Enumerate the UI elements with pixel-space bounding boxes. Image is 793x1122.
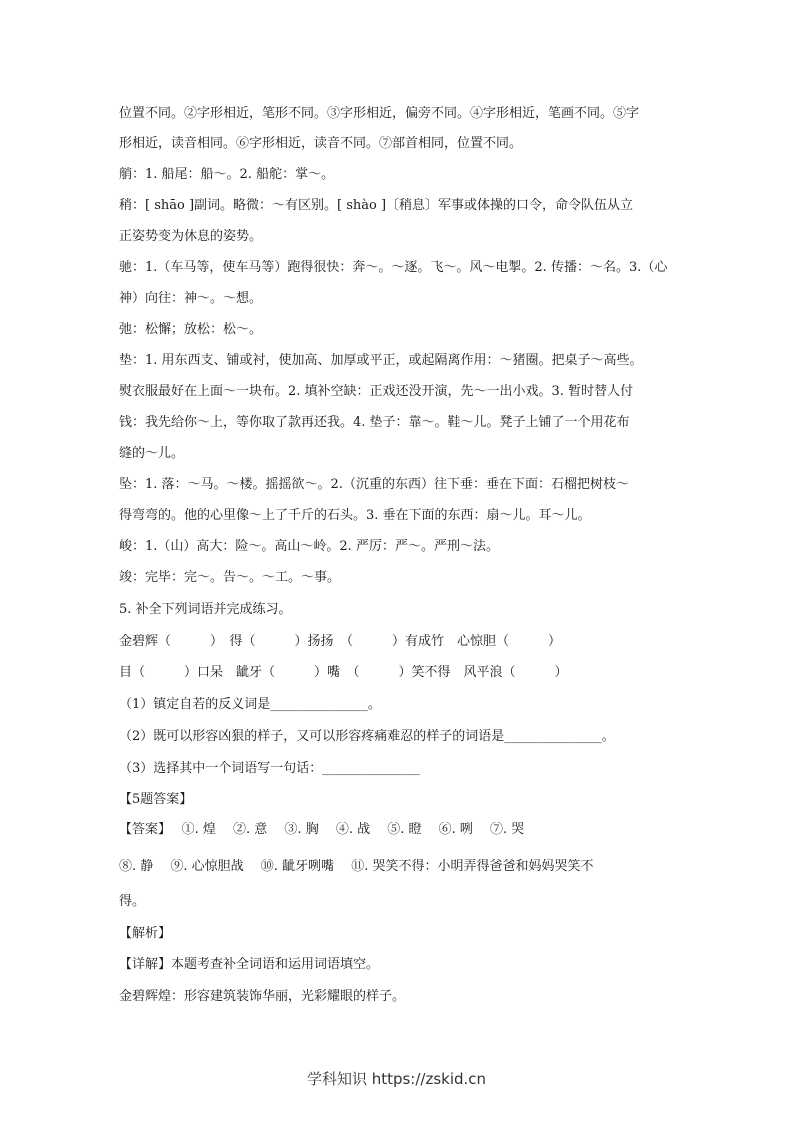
- question-items: 目（ ）口呆 龇牙（ ）嘴 （ ）笑不得 风平浪（ ）: [119, 665, 568, 680]
- sub-question: （1）镇定自若的反义词是_______________。: [119, 697, 381, 712]
- text-line: 熨衣服最好在上面～一块布。2. 填补空缺：正戏还没开演，先～一出小戏。3. 暂时替人付: [119, 384, 634, 399]
- question-items: 金碧辉（ ） 得（ ）扬扬 （ ）有成竹 心惊胆（ ）: [119, 634, 562, 649]
- text-line: 正姿势变为休息的姿势。: [119, 229, 263, 244]
- question-heading: 5. 补全下列词语并完成练习。: [119, 602, 292, 617]
- text-line: 艄：1. 船尾：船～。2. 船舵：掌～。: [119, 167, 335, 182]
- answer-line: ⑧. 静 ⑨. 心惊胆战 ⑩. 龇牙咧嘴 ⑪. 哭笑不得：小明弄得爸爸和妈妈哭笑不: [119, 859, 594, 874]
- text-line: 缝的～儿。: [119, 446, 185, 461]
- text-line: 钱：我先给你～上，等你取了款再还我。4. 垫子：靠～。鞋～儿。凳子上铺了一个用花布: [119, 415, 630, 430]
- text-line: 神）向往：神～。～想。: [119, 291, 263, 306]
- answer-line: 【答案】 ①. 煌 ②. 意 ③. 胸 ④. 战 ⑤. 瞪 ⑥. 咧 ⑦. 哭: [119, 822, 525, 837]
- text-line: 弛：松懈；放松：松～。: [119, 322, 263, 337]
- text-line: 稍：[ shāo ]副词。略微：～有区别。[ shào ]〔稍息〕军事或体操的口令，命令队伍从立: [119, 198, 634, 213]
- answer-heading: 【5题答案】: [119, 792, 193, 807]
- footer-watermark: 学科知识 https://zskid.cn: [306, 1070, 487, 1088]
- sub-question: （2）既可以形容凶狠的样子，又可以形容疼痛难忍的样子的词语是_______________。: [119, 729, 615, 744]
- text-line: 竣：完毕：完～。告～。～工。～事。: [119, 570, 341, 585]
- text-line: 位置不同。②字形相近，笔形不同。③字形相近，偏旁不同。④字形相近，笔画不同。⑤字: [119, 106, 640, 121]
- detail-line: 【详解】本题考查补全词语和运用词语填空。: [119, 957, 380, 972]
- text-line: 得弯弯的。他的心里像～上了千斤的石头。3. 垂在下面的东西：扇～儿。耳～儿。: [119, 508, 591, 523]
- text-line: 形相近，读音相同。⑥字形相近，读音不同。⑦部首相同，位置不同。: [119, 136, 523, 151]
- answer-line: 得。: [119, 894, 146, 909]
- text-line: 垫：1. 用东西支、铺或衬，使加高、加厚或平正，或起隔离作用：～猪圈。把桌子～高些。: [119, 353, 643, 368]
- text-line: 坠：1. 落：～马。～楼。摇摇欲～。2.（沉重的东西）往下垂：垂在下面：石榴把树枝～: [119, 477, 629, 492]
- analysis-heading: 【解析】: [119, 926, 172, 941]
- sub-question: （3）选择其中一个词语写一句话：_______________: [119, 761, 420, 776]
- text-line: 峻：1.（山）高大：险～。高山～岭。2. 严厉：严～。严刑～法。: [119, 539, 499, 554]
- text-line: 驰：1.（车马等，使车马等）跑得很快：奔～。～逐。飞～。风～电掣。2. 传播：～名。3.（心: [119, 260, 668, 275]
- detail-line: 金碧辉煌：形容建筑装饰华丽，光彩耀眼的样子。: [119, 989, 406, 1004]
